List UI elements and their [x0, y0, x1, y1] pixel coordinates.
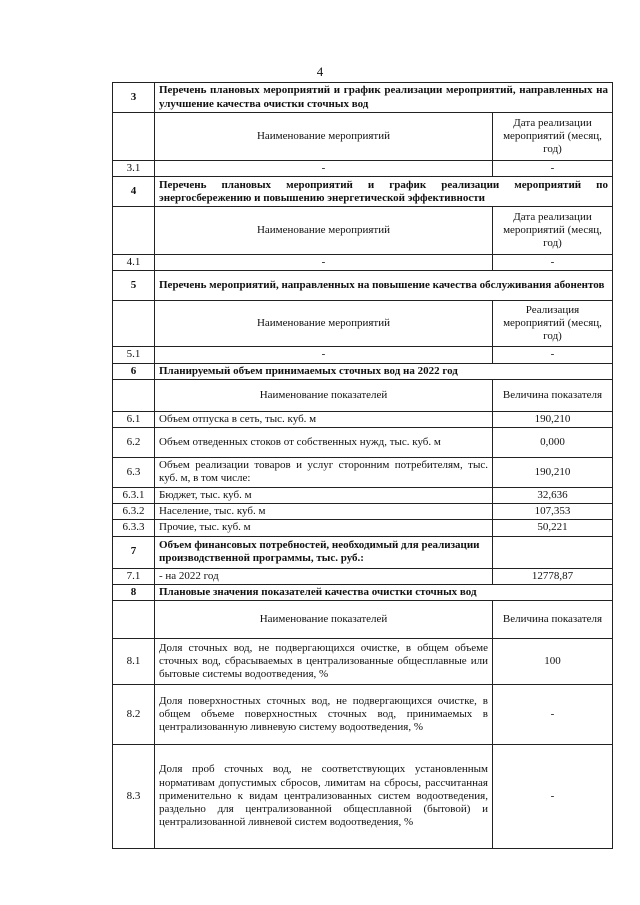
row-name: Прочие, тыс. куб. м: [155, 520, 493, 536]
section-title: Перечень мероприятий, направленных на повышение качества обслуживания абонентов: [155, 271, 613, 301]
row-number: 6.3.1: [113, 487, 155, 503]
row-value: 0,000: [493, 427, 613, 457]
table-row: [113, 427, 613, 457]
row-name: Доля проб сточных вод, не соответствующих установленным нормативам допустимых сбросов, лимитам на сбросы, рассчитанная применительно к видам централизованных систем водоотведения, раздельно для централизованной общесплавной (бытовой) и централизованной ливневой систем водоотведения, %: [155, 744, 493, 848]
table-row: [113, 504, 613, 520]
row-value: -: [493, 255, 613, 271]
row-number: 6.3.2: [113, 504, 155, 520]
column-header-value: Дата реализации мероприятий (месяц, год): [493, 113, 613, 161]
row-value: 107,353: [493, 504, 613, 520]
table-row: [113, 520, 613, 536]
section-number: 7: [113, 536, 155, 568]
column-header-name: Наименование показателей: [155, 379, 493, 411]
row-number: 7.1: [113, 568, 155, 584]
section-number: 6: [113, 363, 155, 379]
table-row: [113, 457, 613, 487]
column-header-row: [113, 379, 613, 411]
row-name: Население, тыс. куб. м: [155, 504, 493, 520]
column-header-value: Величина показателя: [493, 379, 613, 411]
row-name: -: [155, 161, 493, 177]
column-header-row: [113, 600, 613, 638]
column-header-row: [113, 113, 613, 161]
column-header-value: Реализация мероприятий (месяц, год): [493, 301, 613, 347]
table-row: [113, 638, 613, 684]
section-title: Объем финансовых потребностей, необходимый для реализации производственной программы, тыс. руб.:: [155, 536, 493, 568]
row-value: 50,221: [493, 520, 613, 536]
section-header: [113, 177, 613, 207]
row-value: 100: [493, 638, 613, 684]
row-value: -: [493, 744, 613, 848]
table-row: [113, 744, 613, 848]
page-number: 4: [316, 64, 324, 79]
row-number: 6.2: [113, 427, 155, 457]
column-header-row: [113, 207, 613, 255]
section-header: [113, 83, 613, 113]
row-number: 6.3: [113, 457, 155, 487]
table-row: [113, 684, 613, 744]
table-row: [113, 487, 613, 503]
row-name: Доля сточных вод, не подвергающихся очистке, в общем объеме сточных вод, сбрасываемых в централизованные общесплавные или бытовые системы водоотведения, %: [155, 638, 493, 684]
section-header: [113, 584, 613, 600]
section-number: 3: [113, 83, 155, 113]
table-row: [113, 568, 613, 584]
row-number: 8.3: [113, 744, 155, 848]
section-title: Планируемый объем принимаемых сточных вод на 2022 год: [155, 363, 613, 379]
row-number: 5.1: [113, 347, 155, 363]
column-header-name: Наименование мероприятий: [155, 113, 493, 161]
section-title: Перечень плановых мероприятий и график реализации мероприятий, направленных на улучшение качества очистки сточных вод: [155, 83, 613, 113]
section-header: [113, 363, 613, 379]
column-header-value: Величина показателя: [493, 600, 613, 638]
row-name: -: [155, 347, 493, 363]
row-value: -: [493, 684, 613, 744]
section-title: Плановые значения показателей качества очистки сточных вод: [155, 584, 613, 600]
section-number: 4: [113, 177, 155, 207]
row-value: 190,210: [493, 411, 613, 427]
section-title: Перечень плановых мероприятий и график реализации мероприятий по энергосбережению и повышению энергетической эффективности: [155, 177, 613, 207]
row-name: Объем отведенных стоков от собственных нужд, тыс. куб. м: [155, 427, 493, 457]
column-header-name: Наименование мероприятий: [155, 207, 493, 255]
row-name: Объем отпуска в сеть, тыс. куб. м: [155, 411, 493, 427]
section-header: [113, 271, 613, 301]
table-row: [113, 161, 613, 177]
section-header: [113, 536, 613, 568]
row-value: 32,636: [493, 487, 613, 503]
table-row: [113, 255, 613, 271]
row-number: 6.3.3: [113, 520, 155, 536]
row-value: 12778,87: [493, 568, 613, 584]
table-row: [113, 347, 613, 363]
row-name: - на 2022 год: [155, 568, 493, 584]
row-number: 3.1: [113, 161, 155, 177]
row-value: -: [493, 347, 613, 363]
row-number: 6.1: [113, 411, 155, 427]
section-number: 5: [113, 271, 155, 301]
row-number: 8.1: [113, 638, 155, 684]
row-value: -: [493, 161, 613, 177]
row-value: 190,210: [493, 457, 613, 487]
section-number: 8: [113, 584, 155, 600]
column-header-value: Дата реализации мероприятий (месяц, год): [493, 207, 613, 255]
row-name: Бюджет, тыс. куб. м: [155, 487, 493, 503]
program-table: [112, 82, 613, 849]
row-number: 4.1: [113, 255, 155, 271]
row-name: -: [155, 255, 493, 271]
column-header-name: Наименование мероприятий: [155, 301, 493, 347]
column-header-name: Наименование показателей: [155, 600, 493, 638]
table-row: [113, 411, 613, 427]
column-header-row: [113, 301, 613, 347]
row-name: Доля поверхностных сточных вод, не подвергающихся очистке, в общем объеме поверхностных сточных вод, принимаемых в централизованную ливневую систему водоотведения, %: [155, 684, 493, 744]
row-name: Объем реализации товаров и услуг сторонним потребителям, тыс. куб. м, в том числе:: [155, 457, 493, 487]
row-number: 8.2: [113, 684, 155, 744]
